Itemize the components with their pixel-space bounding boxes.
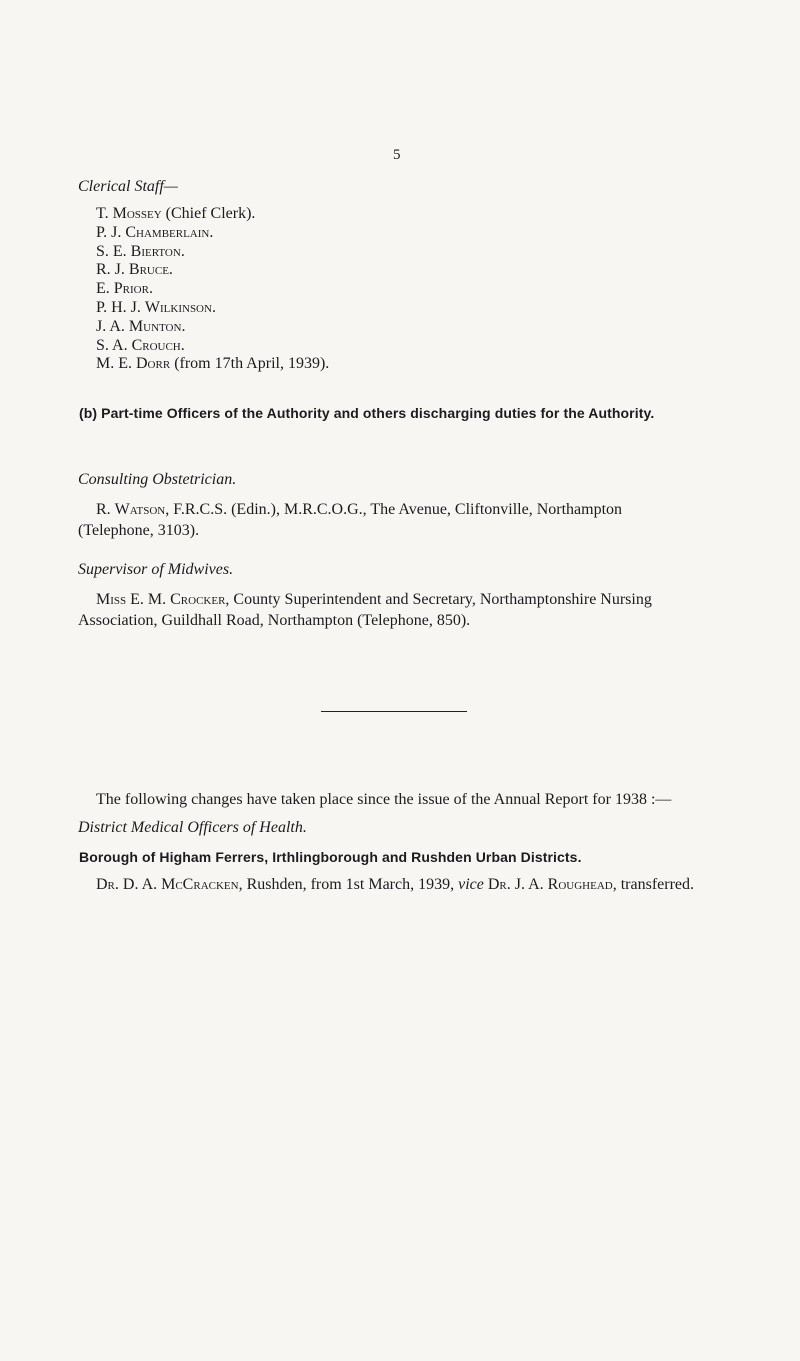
clerical-staff-list [96, 205, 329, 374]
change-entry: Dr. D. A. McCracken, Rushden, from 1st March, 1939, vice Dr. J. A. Roughead, transferred. [96, 876, 695, 893]
staff-member: M. E. Dorr (from 17th April, 1939). [96, 355, 330, 373]
staff-member: J. A. Munton. [96, 317, 186, 335]
staff-member: S. A. Crouch. [96, 336, 185, 354]
midwives-entry: Miss E. M. Crocker, County Superintendent and Secretary, Northamptonshire Nursing Association, Guildhall Road, Northampton (Telephone, 850). [78, 591, 652, 629]
district-officers-heading: District Medical Officers of Health. [78, 819, 307, 836]
staff-member: P. H. J. Wilkinson. [96, 298, 216, 316]
page-number: 5 [393, 147, 401, 163]
staff-member: T. Mossey (Chief Clerk). [96, 205, 256, 222]
obstetrician-entry: R. Watson, F.R.C.S. (Edin.), M.R.C.O.G., The Avenue, Cliftonville, Northampton (Telephone, 3103). [78, 501, 623, 539]
staff-member: P. J. Chamberlain. [96, 223, 214, 241]
staff-member: S. E. Bierton. [96, 242, 185, 260]
staff-member: R. J. Bruce. [96, 261, 173, 279]
clerical-staff-heading: Clerical Staff— [78, 178, 178, 195]
obstetrician-heading: Consulting Obstetrician. [78, 471, 237, 488]
midwives-heading: Supervisor of Midwives. [78, 561, 234, 578]
changes-intro: The following changes have taken place since the issue of the Annual Report for 1938 :— [96, 791, 672, 808]
staff-member: E. Prior. [96, 280, 153, 298]
divider [321, 711, 467, 712]
section-b-heading: (b) Part-time Officers of the Authority and others discharging duties for the Authority. [79, 405, 655, 421]
boroughs-subheading: Borough of Higham Ferrers, Irthlingborough and Rushden Urban Districts. [79, 849, 582, 865]
